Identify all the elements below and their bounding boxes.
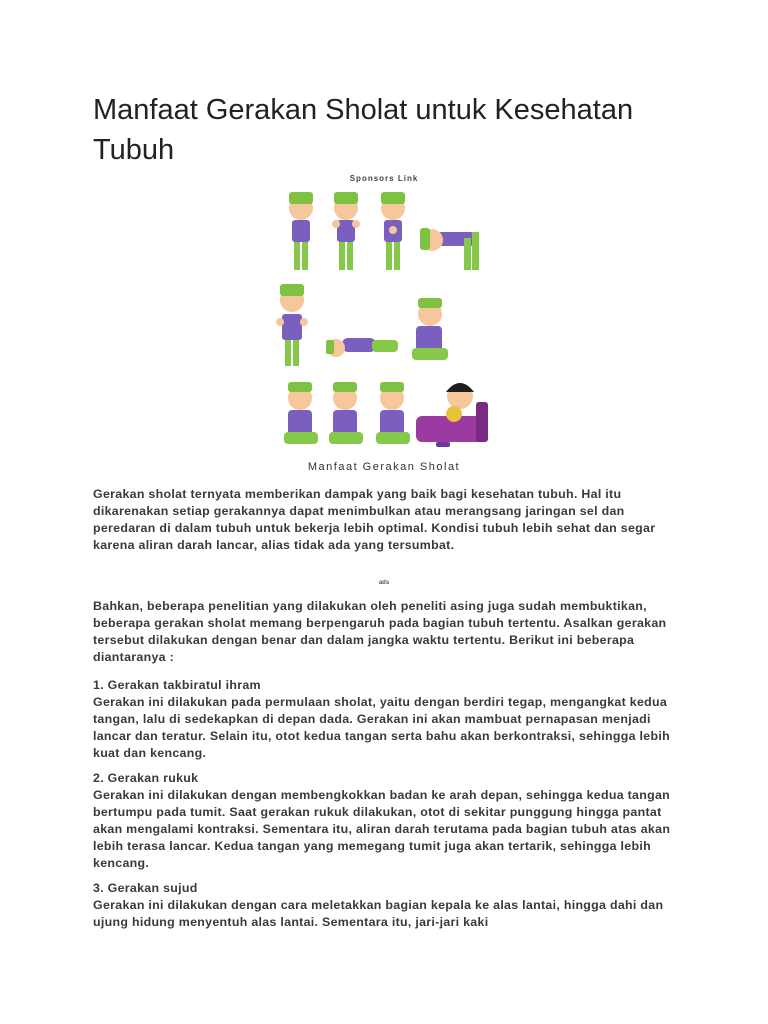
article-title: Manfaat Gerakan Sholat untuk Kesehatan Tubuh bbox=[93, 94, 634, 166]
figure-sujud bbox=[326, 338, 398, 357]
section-heading: 2. Gerakan rukuk bbox=[93, 771, 199, 785]
figure-seated-1 bbox=[284, 382, 318, 444]
section-sujud bbox=[93, 880, 683, 931]
figure-on-bed bbox=[416, 383, 488, 447]
sponsor-label: Sponsors Link bbox=[349, 174, 419, 183]
intro-paragraph: Gerakan sholat ternyata memberikan dampak yang baik bagi kesehatan tubuh. Hal itu dikarenakan setiap gerakannya dapat menimbulkan atau merangsang jaringan sel dan peredaran di dalam tubuh untuk bekerja lebih optimal. Kondisi tubuh lebih sehat dan segar karena aliran darah lancar, alias tidak ada yang tersumbat. bbox=[93, 487, 656, 552]
section-body: Gerakan ini dilakukan dengan membengkokkan badan ke arah depan, sehingga kedua tangan bertumpu pada tumit. Saat gerakan rukuk dilakukan, otot di sekitar punggung hingga pantat akan mengalami kontraksi. Sementara itu, aliran darah terutama pada bagian tubuh atas akan lebih terasa lancar. Kedua tangan yang memegang tumit juga akan tertarik, sehingga lebih kencang. bbox=[93, 788, 671, 870]
section-rukuk bbox=[93, 770, 683, 872]
research-paragraph: Bahkan, beberapa penelitian yang dilakukan oleh peneliti asing juga sudah membuktikan, beberapa gerakan sholat memang berpengaruh pada bagian tubuh tertentu. Asalkan gerakan tersebut dilakukan dengan benar dan dalam jangka waktu tertentu. Berikut ini beberapa diantaranya : bbox=[93, 599, 667, 664]
section-heading: 3. Gerakan sujud bbox=[93, 881, 198, 895]
figure-seated-2 bbox=[329, 382, 363, 444]
figure-ruku bbox=[420, 228, 479, 270]
prayer-movements-illustration bbox=[276, 188, 496, 452]
figure-standing-1 bbox=[289, 192, 313, 270]
figure-standing-2 bbox=[332, 192, 360, 270]
figure-seated-3 bbox=[376, 382, 410, 444]
image-caption: Manfaat Gerakan Sholat bbox=[307, 461, 461, 473]
section-body: Gerakan ini dilakukan pada permulaan sholat, yaitu dengan berdiri tegap, mengangkat kedua tangan, lalu di sedekapkan di depan dada. Gerakan ini akan mambuat pernapasan menjadi lancar dan teratur. Selain itu, otot kedua tangan serta bahu akan berkontraksi, sehingga lebih kuat dan kencang. bbox=[93, 695, 670, 760]
figure-itidal bbox=[276, 284, 308, 366]
section-heading: 1. Gerakan takbiratul ihram bbox=[93, 678, 261, 692]
figure-duduk bbox=[412, 298, 448, 360]
figure-standing-3 bbox=[381, 192, 405, 270]
section-body: Gerakan ini dilakukan dengan cara meletakkan bagian kepala ke alas lantai, hingga dahi dan ujung hidung menyentuh alas lantai. Sementara itu, jari-jari kaki bbox=[93, 898, 664, 929]
mini-mark: ads bbox=[378, 580, 390, 586]
section-takbiratul-ihram bbox=[93, 677, 683, 762]
